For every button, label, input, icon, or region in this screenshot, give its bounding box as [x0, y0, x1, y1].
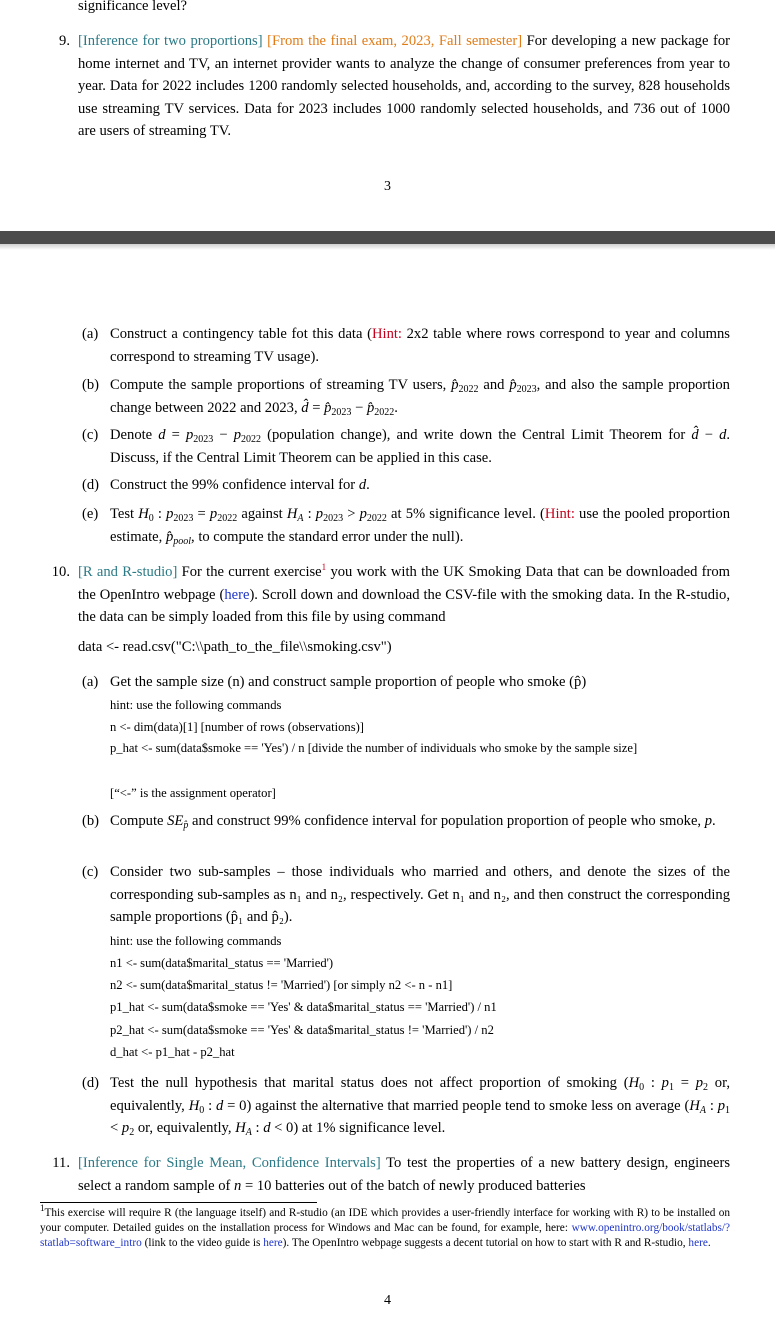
q9d-label: (d): [82, 477, 100, 493]
q10d-text: Test the null hypothesis that marital status does not affect proportion of smoking ($H_0$ : $p_1 = p_2$ or, equivalently, $H_0$ : d = 0) against the alternative that married people tend to smoke less on average ($H_A$ : $p_1 < p_2$ or, equivalently, $H_A$ : d < 0) at 1% significance level.: [110, 1075, 731, 1138]
q10-number: 10.: [51, 564, 70, 580]
page-separator-shadow: [0, 244, 775, 250]
q9d-text: Construct the 99% confidence interval for d.: [110, 477, 370, 493]
q10c-text: Consider two sub-samples – those individuals who married and others, and denote the sizes of the corresponding sub-samples as n₁ and n₂, respectively. Get n₁ and n₂, and then construct the corresponding sample proportions (p̂₁ and p̂₂).: [110, 864, 730, 925]
q10-body: [R and R-studio] For the current exercise$^1$ you work with the UK Smoking Data that can be downloaded from the OpenIntro webpage (here). Scroll down and download the CSV-file with the smoking data. In the R-studio, the data can be simply loaded from this file by using command: [78, 562, 731, 625]
footnote-ref[interactable]: 1: [321, 562, 327, 573]
openintro-link[interactable]: here: [224, 586, 250, 603]
q9c-label: (c): [82, 427, 99, 443]
q9b-label: (b): [82, 377, 100, 393]
q10b-text: Compute $SE_{p̂}$ and construct 99% confidence interval for population proportion of people who smoke, p.: [110, 813, 716, 831]
q9a-label: (a): [82, 326, 99, 342]
q10b-label: (b): [82, 813, 100, 829]
video-guide-link[interactable]: here: [263, 1237, 283, 1250]
q10a-code-3: [“<-” is the assignment operator]: [110, 786, 276, 800]
q9e-label: (e): [82, 506, 99, 522]
q11-number: 11.: [52, 1155, 70, 1171]
q9-source-tag: [From the final exam, 2023, Fall semester]: [267, 33, 523, 49]
footnote-rule: [40, 1202, 317, 1203]
q11-body: [Inference for Single Mean, Confidence Intervals] To test the properties of a new battery design, engineers select a random sample of n = 10 batteries out of the batch of newly produced batteries: [78, 1155, 731, 1194]
q9-body: [78, 30, 730, 143]
q9-number: 9.: [59, 33, 70, 49]
q9a-hint: Hint:: [371, 326, 402, 342]
q10a-code-2: p_hat <- sum(data$smoke == 'Yes') / n [divide the number of individuals who smoke by the sample size]: [110, 741, 638, 755]
q10-command: data <- read.csv("C:\\path_to_the_file\\smoking.csv"): [78, 639, 392, 655]
q10c-code-5: d_hat <- p1_hat - p2_hat: [110, 1045, 235, 1059]
q9e-text: Test $H_0$ : $p_{2023} = p_{2022}$ against $H_A$ : $p_{2023} > p_{2022}$ at 5% significance level. (Hint: use the pooled proportion estimate, $p̂_{pool}$, to compute the standard error under the null).: [110, 506, 731, 547]
q9a-text: Construct a contingency table fot this data (Hint: 2x2 table where rows correspond to year and columns correspond to streaming TV usage).: [110, 326, 730, 365]
page-number-4: 4: [384, 1293, 391, 1308]
footnote-mark: 1: [40, 1203, 45, 1214]
page-number-3: 3: [384, 179, 391, 194]
q9-topic-tag: [Inference for two proportions]: [78, 33, 263, 49]
q10c-code-3: p1_hat <- sum(data$smoke == 'Yes' & data$marital_status == 'Married') / n1: [110, 1000, 497, 1014]
q10a-label: (a): [82, 674, 99, 690]
q10d-label: (d): [82, 1075, 100, 1091]
q10a-code-1: n <- dim(data)[1] [number of rows (observations)]: [110, 720, 365, 734]
q10-topic-tag: [R and R-studio]: [78, 564, 178, 580]
q10c-label: (c): [82, 864, 99, 880]
statlabs-link[interactable]: www.openintro.org/book/statlabs/?statlab=software_intro: [40, 1222, 731, 1250]
tutorial-link[interactable]: here: [688, 1237, 708, 1250]
q10c-code-1: n1 <- sum(data$marital_status == 'Married'): [110, 956, 334, 970]
q10a-text: Get the sample size (n) and construct sample proportion of people who smoke (p̂): [110, 674, 587, 690]
q9e-hint: Hint:: [544, 506, 575, 522]
q9b-text: Compute the sample proportions of streaming TV users, $p̂_{2022}$ and $p̂_{2023}$, and also the sample proportion change between 2022 and 2023, d̂ = $p̂_{2023}$ − $p̂_{2022}$.: [110, 377, 730, 418]
q9-text: For developing a new package for home internet and TV, an internet provider wants to analyze the change of consumer preferences from year to year. Data for 2022 includes 1200 randomly selected households, and, according to the survey, 828 households use streaming TV services. Data for 2023 includes 1000 randomly selected households, and 736 out of 1000 are users of streaming TV.: [78, 33, 730, 139]
q9c-text: Denote $d = p_{2023} - p_{2022}$ (population change), and write down the Central Limit Theorem for d̂ − d. Discuss, if the Central Limit Theorem can be applied in this case.: [110, 427, 731, 466]
footnote: $^1$This exercise will require R (the language itself) and R-studio (an IDE which provides a user-friendly interface for working with R) to be installed on your computer. Detailed guides on the installation process for Windows and Mac can be found, for example, here: www.openintro.org/book/statlabs/?statlab=software_intro (link to the video guide is here). The OpenIntro webpage suggests a decent tutorial on how to start with R and R-studio, here.: [40, 1203, 731, 1250]
q10c-code-4: p2_hat <- sum(data$smoke == 'Yes' & data$marital_status != 'Married') / n2: [110, 1023, 494, 1037]
q10a-hint: hint: use the following commands: [110, 698, 282, 712]
q10c-hint: hint: use the following commands: [110, 934, 282, 948]
q11-topic-tag: [Inference for Single Mean, Confidence Intervals]: [78, 1155, 381, 1171]
previous-text-tail: significance level?: [78, 0, 187, 14]
q10c-code-2: n2 <- sum(data$marital_status != 'Married') [or simply n2 <- n - n1]: [110, 978, 453, 992]
